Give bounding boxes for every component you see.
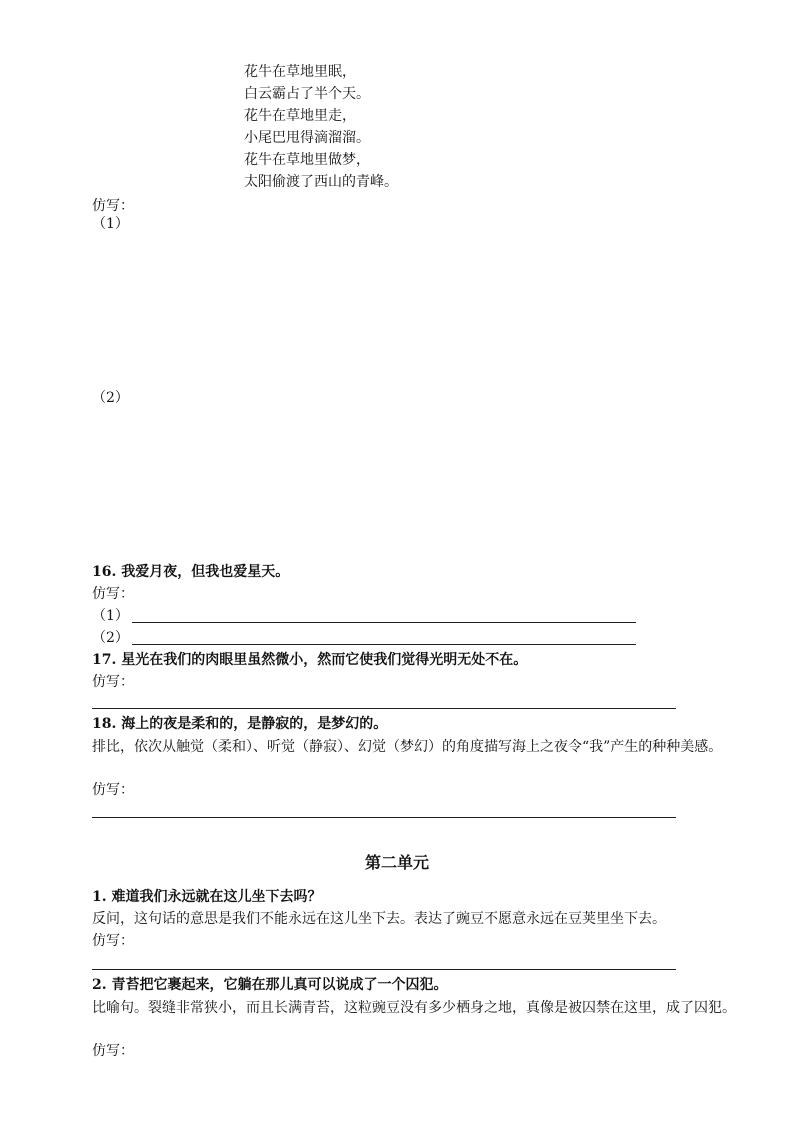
poem-line-3: 花牛在草地里走， <box>244 108 356 124</box>
unit2-heading: 第二单元 <box>364 853 429 872</box>
unit2-q2-explanation: 比喻句。裂缝非常狭小，而且长满青苔，这粒豌豆没有多少栖身之地，真像是被囚禁在这里，成了囚犯。 <box>92 1000 736 1016</box>
unit2-q2-title: 2. 青苔把它裹起来，它躺在那儿真可以说成了一个囚犯。 <box>92 977 448 993</box>
q18-explanation: 排比，依次从触觉（柔和）、听觉（静寂）、幻觉（梦幻）的角度描写海上之夜令“我”产生的种种美感。 <box>92 739 723 755</box>
q16-title: 16. 我爱月夜，但我也爱星天。 <box>92 564 290 580</box>
q17-title: 17. 星光在我们的肉眼里虽然微小，然而它使我们觉得光明无处不在。 <box>92 652 528 668</box>
q18-title: 18. 海上的夜是柔和的，是静寂的，是梦幻的。 <box>92 716 388 732</box>
q16-item-2: （2） <box>92 630 129 646</box>
q16-answer-line-2[interactable] <box>132 644 636 645</box>
poem-line-6: 太阳偷渡了西山的青峰。 <box>244 174 398 190</box>
unit2-q1-explanation: 反问，这句话的意思是我们不能永远在这儿坐下去。表达了豌豆不愿意永远在豆荚里坐下去。 <box>92 911 666 927</box>
poem-item-1: （1） <box>92 216 129 232</box>
q18-answer-line[interactable] <box>92 817 676 818</box>
poem-line-4: 小尾巴甩得滴溜溜。 <box>244 130 370 146</box>
unit2-q1-answer-line[interactable] <box>92 969 676 970</box>
poem-line-2: 白云霸占了半个天。 <box>244 86 370 102</box>
q17-imitate-label: 仿写： <box>92 674 134 690</box>
poem-imitate-label: 仿写： <box>92 198 134 214</box>
q16-answer-line-1[interactable] <box>132 622 636 623</box>
poem-line-5: 花牛在草地里做梦， <box>244 152 370 168</box>
unit2-q1-imitate-label: 仿写： <box>92 933 134 949</box>
poem-item-2: （2） <box>92 390 129 406</box>
unit2-q2-imitate-label: 仿写： <box>92 1043 134 1059</box>
q17-answer-line[interactable] <box>92 708 676 709</box>
q16-item-1: （1） <box>92 608 129 624</box>
unit2-q1-title: 1. 难道我们永远就在这儿坐下去吗？ <box>92 889 322 905</box>
q16-imitate-label: 仿写： <box>92 586 134 602</box>
poem-line-1: 花牛在草地里眠， <box>244 64 356 80</box>
q18-imitate-label: 仿写： <box>92 782 134 798</box>
